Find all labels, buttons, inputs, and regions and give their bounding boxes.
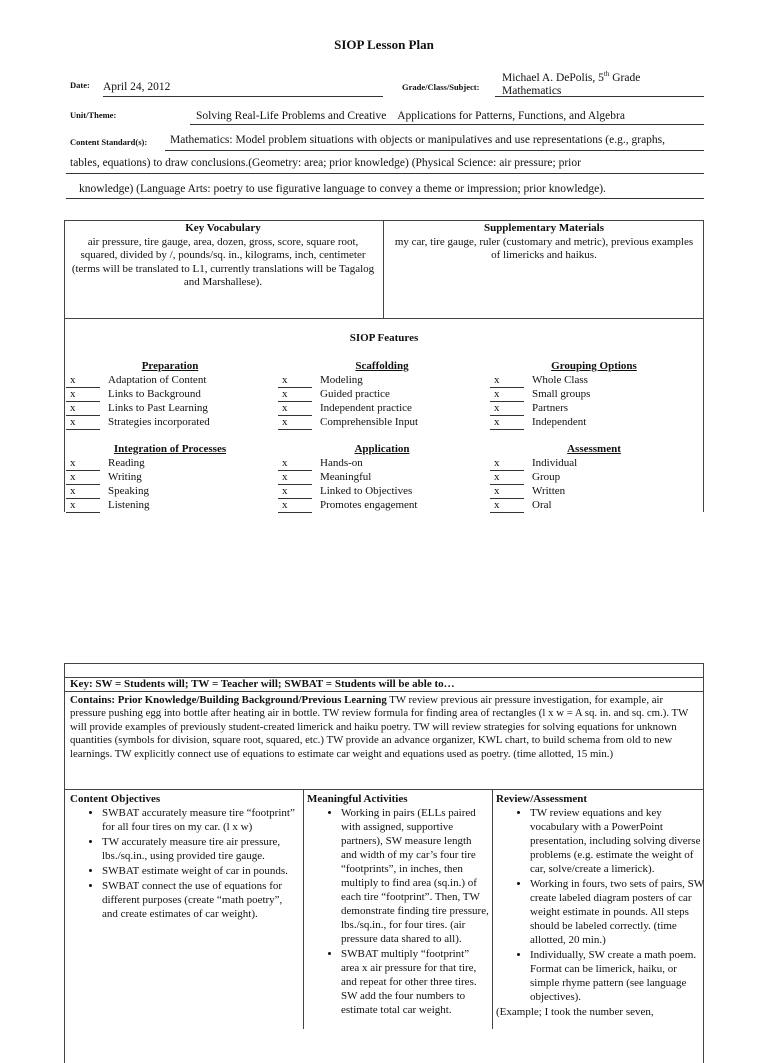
- feature-label: Written: [532, 485, 566, 497]
- feature-item: [490, 457, 577, 471]
- feature-check-mark: x: [490, 485, 524, 499]
- feature-check-mark: x: [66, 416, 100, 430]
- contains-cell: [70, 694, 700, 761]
- vocab-divider: [383, 220, 384, 318]
- feature-check-mark: x: [278, 402, 312, 416]
- objectives-cell: [70, 792, 298, 922]
- vocab-bottom-line: [64, 318, 704, 319]
- unit-value: Solving Real-Life Problems and Creative Applications for Patterns, Functions, and Algebra: [196, 110, 625, 122]
- col-divider-2: [492, 789, 493, 1029]
- teacher-name: Michael A. DePolis, 5: [502, 71, 604, 84]
- feature-label: Speaking: [108, 485, 149, 497]
- standards-line-1: Mathematics: Model problem situations with objects or manipulatives and use representations (e.g., graphs,: [170, 134, 666, 146]
- grade-suffix: th: [603, 70, 610, 78]
- feature-group-title: Assessment: [567, 443, 621, 455]
- materials-text: my car, tire gauge, ruler (customary and metric), previous examples of limericks and haikus.: [394, 235, 694, 261]
- feature-item: [66, 499, 150, 513]
- feature-label: Strategies incorporated: [108, 416, 210, 428]
- feature-check-mark: x: [490, 416, 524, 430]
- feature-check-mark: x: [66, 485, 100, 499]
- grade-word: Grade: [609, 71, 641, 84]
- feature-item: [66, 402, 208, 416]
- col-divider-1: [303, 789, 304, 1029]
- feature-label: Hands-on: [320, 457, 363, 469]
- feature-item: [66, 471, 142, 485]
- feature-item: [278, 499, 417, 513]
- feature-check-mark: x: [278, 374, 312, 388]
- feature-item: [278, 485, 412, 499]
- review-item: • Working in fours, two sets of pairs, SW create labeled diagram posters of car weight estimate in pounds. All steps should be labeled correctly. (time allotted, 20 min.): [530, 877, 704, 947]
- feature-item: [66, 457, 145, 471]
- feature-label: Individual: [532, 457, 578, 469]
- feature-check-mark: x: [278, 457, 312, 471]
- feature-check-mark: x: [278, 388, 312, 402]
- feature-label: Partners: [532, 402, 569, 414]
- objective-item: • TW accurately measure tire air pressure, lbs./sq.in., using provided tire gauge.: [102, 835, 298, 863]
- feature-item: [490, 499, 552, 513]
- review-cell: [496, 792, 704, 1019]
- feature-label: Independent: [532, 416, 587, 428]
- standards-underline-3: [66, 198, 704, 199]
- feature-check-mark: x: [278, 471, 312, 485]
- grade-value: [502, 68, 704, 98]
- materials-heading: Supplementary Materials: [483, 222, 605, 234]
- feature-item: [66, 374, 206, 388]
- feature-item: [278, 416, 418, 430]
- feature-item: [66, 388, 201, 402]
- feature-item: [66, 485, 149, 499]
- feature-group-title: Grouping Options: [551, 360, 637, 372]
- feature-check-mark: x: [66, 402, 100, 416]
- contains-label: Contains: Prior Knowledge/Building Background/Previous Learning: [70, 694, 387, 706]
- feature-label: Links to Background: [108, 388, 201, 400]
- feature-check-mark: x: [278, 499, 312, 513]
- feature-item: [490, 388, 590, 402]
- feature-check-mark: x: [490, 402, 524, 416]
- subject-value: Mathematics: [502, 84, 562, 97]
- review-example: (Example; I took the number seven,: [496, 1006, 654, 1018]
- features-heading: SIOP Features: [349, 332, 419, 344]
- feature-group-title: Scaffolding: [355, 360, 409, 372]
- objectives-heading: Content Objectives: [70, 793, 161, 805]
- feature-check-mark: x: [66, 499, 100, 513]
- feature-item: [278, 402, 412, 416]
- feature-check-mark: x: [278, 416, 312, 430]
- vocab-text: air pressure, tire gauge, area, dozen, gross, score, square root, squared, divided by /, pounds/sq. in., kilograms, inch, centimeter (terms will be translated to L1, currently translations will be Tagalog and Marshallese).: [71, 235, 375, 288]
- materials-cell: [390, 222, 698, 263]
- feature-item: [278, 374, 363, 388]
- feature-check-mark: x: [490, 374, 524, 388]
- feature-label: Linked to Objectives: [320, 485, 413, 497]
- standards-line-2: tables, equations) to draw conclusions.(Geometry: area; prior knowledge) (Physical Science: air pressure; prior: [70, 157, 581, 169]
- feature-label: Reading: [108, 457, 145, 469]
- feature-label: Guided practice: [320, 388, 390, 400]
- feature-item: [490, 471, 560, 485]
- activities-cell: [307, 792, 489, 1018]
- feature-check-mark: x: [490, 471, 524, 485]
- grade-underline: [495, 96, 704, 97]
- feature-check-mark: x: [490, 499, 524, 513]
- feature-group-title: Preparation: [141, 360, 199, 372]
- unit-label: Unit/Theme:: [70, 110, 117, 120]
- feature-item: [278, 457, 363, 471]
- feature-check-mark: x: [66, 374, 100, 388]
- feature-check-mark: x: [66, 471, 100, 485]
- feature-label: Links to Past Learning: [108, 402, 208, 414]
- feature-check-mark: x: [66, 388, 100, 402]
- activities-heading: Meaningful Activities: [307, 793, 408, 805]
- feature-label: Group: [532, 471, 561, 483]
- feature-group-title: Integration of Processes: [113, 443, 227, 455]
- objective-item: • SWBAT connect the use of equations for different purposes (create “math poetry”, and create estimates of car weight).: [102, 879, 298, 921]
- contains-text: TW review previous air pressure investigation, for example, air pressure pushing egg into bottle after heating air in bottle. TW review formula for finding area of rectangles (l x w = A sq. in. and sq. cm.). TW will provide examples of previously student-created limerick and haiku poetry. TW will review strategies for solving equations for unknown quantities (symbols for division, square root, squared, etc.) TW provide an advance organizer, KWL chart, to build schema from old to new learnings. TW explicitly connect use of equations to estimate car weight and equations used as poetry. (time allotted, 15 min.): [70, 694, 689, 760]
- feature-check-mark: x: [490, 457, 524, 471]
- feature-group-title: Application: [354, 443, 410, 455]
- feature-label: Writing: [108, 471, 142, 483]
- feature-label: Independent practice: [320, 402, 412, 414]
- unit-underline: [190, 124, 704, 125]
- feature-item: [278, 471, 371, 485]
- feature-label: Whole Class: [532, 374, 588, 386]
- feature-item: [490, 416, 586, 430]
- feature-label: Listening: [108, 499, 150, 511]
- standards-underline-2: [66, 173, 704, 174]
- feature-item: [490, 485, 565, 499]
- contains-bottom-line: [64, 789, 704, 790]
- objective-item: • SWBAT estimate weight of car in pounds.: [102, 864, 298, 878]
- standards-label: Content Standard(s):: [70, 137, 148, 147]
- feature-check-mark: x: [490, 388, 524, 402]
- standards-underline-1: [165, 150, 704, 151]
- page-title: SIOP Lesson Plan: [334, 37, 434, 52]
- activity-item: • SWBAT multiply “footprint” area x air pressure for that tire, and repeat for other three tires. SW add the four numbers to estimate total car weight.: [341, 947, 489, 1017]
- feature-check-mark: x: [66, 457, 100, 471]
- review-item: • TW review equations and key vocabulary with a PowerPoint presentation, including solving diverse problems (e.g. estimate the weight of car, solve/create a limerick).: [530, 806, 704, 876]
- date-label: Date:: [70, 80, 90, 90]
- feature-label: Modeling: [320, 374, 363, 386]
- feature-check-mark: x: [278, 485, 312, 499]
- activity-item: • Working in pairs (ELLs paired with assigned, supportive partners), SW measure length and width of my car’s four tire “footprints”, in inches, then multiply to find area (sq.in.) of each tire “footprint”. Then, TW demonstrate finding tire pressure, lbs./sq.in., for four tires. (air pressure data shared to all).: [341, 806, 489, 946]
- standards-line-3: knowledge) (Language Arts: poetry to use figurative language to convey a theme or impression; prior knowledge).: [79, 183, 606, 195]
- feature-label: Oral: [532, 499, 552, 511]
- feature-item: [490, 402, 568, 416]
- feature-label: Promotes engagement: [320, 499, 418, 511]
- feature-label: Comprehensible Input: [320, 416, 419, 428]
- vocab-cell: [70, 222, 376, 290]
- feature-item: [490, 374, 588, 388]
- date-value: April 24, 2012: [103, 81, 383, 97]
- feature-item: [66, 416, 210, 430]
- feature-label: Meaningful: [320, 471, 372, 483]
- grade-label: Grade/Class/Subject:: [402, 82, 480, 92]
- review-item: • Individually, SW create a math poem. Format can be limerick, haiku, or simple rhyme pattern (see language objectives).: [530, 948, 704, 1004]
- key-bottom-line: [64, 691, 704, 692]
- review-heading: Review/Assessment: [496, 793, 588, 805]
- feature-label: Small groups: [532, 388, 591, 400]
- vocab-heading: Key Vocabulary: [185, 222, 261, 234]
- objective-item: • SWBAT accurately measure tire “footprint” for all four tires on my car. (l x w): [102, 806, 298, 834]
- feature-item: [278, 388, 390, 402]
- key-legend: Key: SW = Students will; TW = Teacher will; SWBAT = Students will be able to…: [70, 678, 455, 690]
- feature-label: Adaptation of Content: [108, 374, 207, 386]
